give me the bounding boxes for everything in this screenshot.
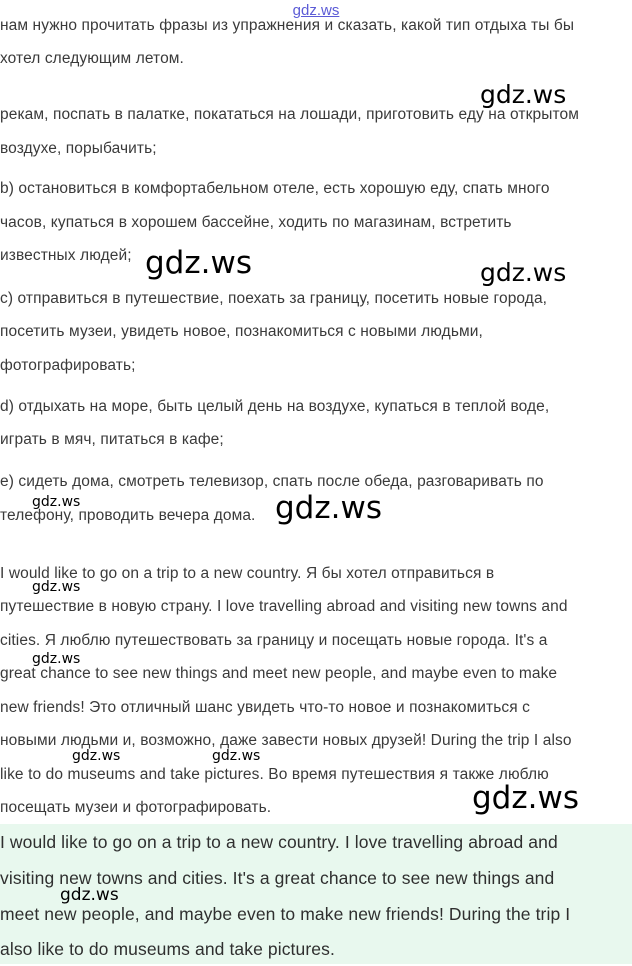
- answer-line: visiting new towns and cities. It's a great chance to see new things and: [0, 868, 555, 888]
- text-line: I would like to go on a trip to a new country. Я бы хотел отправиться в: [0, 565, 495, 582]
- text-line: c) отправиться в путешествие, поехать за границу, посетить новые города,: [0, 290, 548, 307]
- answer-line: also like to do museums and take pictures.: [0, 939, 335, 959]
- text-line: новыми людьми и, возможно, даже завести новых друзей! During the trip I also: [0, 732, 572, 749]
- text-line: часов, купаться в хорошем бассейне, ходить по магазинам, встретить: [0, 214, 512, 231]
- answer-line: meet new people, and maybe even to make new friends! During the trip I: [0, 904, 571, 924]
- watermark: gdz.ws: [480, 80, 567, 109]
- text-line: great chance to see new things and meet new people, and maybe even to make: [0, 665, 558, 682]
- watermark: gdz.ws: [212, 748, 261, 764]
- text-line: посещать музеи и фотографировать.: [0, 799, 272, 816]
- text-line: cities. Я люблю путешествовать за границу и посещать новые города. It's a: [0, 632, 548, 649]
- text-line: new friends! Это отличный шанс увидеть что-то новое и познакомиться с: [0, 699, 530, 716]
- watermark: gdz.ws: [145, 245, 252, 281]
- watermark: gdz.ws: [60, 885, 119, 905]
- answer-line: I would like to go on a trip to a new country. I love travelling abroad and: [0, 832, 558, 852]
- text-line: путешествие в новую страну. I love travelling abroad and visiting new towns and: [0, 598, 568, 615]
- watermark: gdz.ws: [275, 490, 382, 526]
- text-line: известных людей;: [0, 247, 132, 264]
- text-line: посетить музеи, увидеть новое, познакомиться с новыми людьми,: [0, 323, 483, 340]
- watermark: gdz.ws: [472, 780, 579, 816]
- site-watermark-link[interactable]: gdz.ws: [292, 2, 340, 19]
- watermark: gdz.ws: [32, 651, 81, 667]
- text-line: like to do museums and take pictures. Во время путешествия я также люблю: [0, 766, 549, 783]
- watermark: gdz.ws: [72, 748, 121, 764]
- text-line: рекам, поспать в палатке, покататься на лошади, приготовить еду на открытом: [0, 106, 579, 123]
- watermark: gdz.ws: [32, 579, 81, 595]
- text-line: нам нужно прочитать фразы из упражнения и сказать, какой тип отдыха ты бы: [0, 17, 575, 34]
- text-line: b) остановиться в комфортабельном отеле, есть хорошую еду, спать много: [0, 180, 550, 197]
- text-line: фотографировать;: [0, 357, 136, 374]
- text-line: e) сидеть дома, смотреть телевизор, спать после обеда, разговаривать по: [0, 473, 544, 490]
- text-line: играть в мяч, питаться в кафе;: [0, 431, 224, 448]
- text-line: воздухе, порыбачить;: [0, 140, 157, 157]
- watermark: gdz.ws: [480, 258, 567, 287]
- text-line: телефону, проводить вечера дома.: [0, 507, 256, 524]
- text-line: хотел следующим летом.: [0, 50, 184, 67]
- text-line: d) отдыхать на море, быть целый день на воздухе, купаться в теплой воде,: [0, 398, 550, 415]
- watermark: gdz.ws: [32, 494, 81, 510]
